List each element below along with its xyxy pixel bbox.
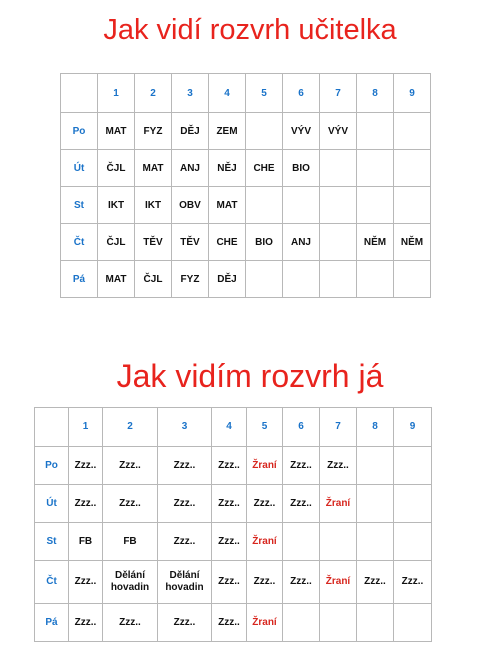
teacher-day-row xyxy=(61,224,431,261)
teacher-period-header: 4 xyxy=(209,74,246,113)
student-lesson-cell: Zzz.. xyxy=(158,523,212,561)
teacher-day-label: Čt xyxy=(61,224,98,261)
teacher-lesson-cell: NĚJ xyxy=(209,150,246,187)
student-lesson-cell xyxy=(394,447,432,485)
teacher-period-header: 8 xyxy=(357,74,394,113)
teacher-lesson-cell: NĚM xyxy=(357,224,394,261)
student-lesson-cell: Zzz.. xyxy=(212,561,247,604)
student-period-header: 3 xyxy=(158,408,212,447)
teacher-schedule-title: Jak vidí rozvrh učitelka xyxy=(103,14,397,46)
teacher-lesson-cell: OBV xyxy=(172,187,209,224)
student-lesson-cell xyxy=(357,523,394,561)
teacher-lesson-cell: TĚV xyxy=(135,224,172,261)
student-period-header: 6 xyxy=(283,408,320,447)
student-lesson-cell: Zzz.. xyxy=(69,485,103,523)
student-lesson-cell xyxy=(394,523,432,561)
teacher-day-row xyxy=(61,113,431,150)
student-day-row xyxy=(35,604,432,642)
teacher-lesson-cell: VÝV xyxy=(283,113,320,150)
teacher-period-header: 2 xyxy=(135,74,172,113)
teacher-lesson-cell xyxy=(394,113,431,150)
student-lesson-cell: Zzz.. xyxy=(103,604,158,642)
student-header-row xyxy=(35,408,432,447)
student-lesson-cell xyxy=(357,485,394,523)
teacher-period-header: 7 xyxy=(320,74,357,113)
student-lesson-cell: Zzz.. xyxy=(283,447,320,485)
student-lesson-cell: Zzz.. xyxy=(357,561,394,604)
student-lesson-cell: Žraní xyxy=(320,561,357,604)
teacher-lesson-cell xyxy=(320,261,357,298)
student-lesson-cell xyxy=(320,523,357,561)
teacher-lesson-cell: IKT xyxy=(98,187,135,224)
teacher-lesson-cell: MAT xyxy=(135,150,172,187)
student-schedule-title: Jak vidím rozvrh já xyxy=(116,358,384,394)
teacher-lesson-cell: FYZ xyxy=(172,261,209,298)
teacher-lesson-cell: ČJL xyxy=(98,224,135,261)
teacher-period-header: 1 xyxy=(98,74,135,113)
teacher-day-label: Pá xyxy=(61,261,98,298)
student-lesson-cell: Zzz.. xyxy=(283,561,320,604)
student-lesson-cell xyxy=(320,604,357,642)
student-lesson-cell: Zzz.. xyxy=(69,561,103,604)
student-lesson-cell xyxy=(394,604,432,642)
student-lesson-cell: FB xyxy=(69,523,103,561)
teacher-lesson-cell xyxy=(357,187,394,224)
teacher-header-row xyxy=(61,74,431,113)
student-lesson-cell: Zzz.. xyxy=(212,523,247,561)
teacher-lesson-cell: ČJL xyxy=(135,261,172,298)
teacher-lesson-cell xyxy=(283,187,320,224)
teacher-lesson-cell: CHE xyxy=(246,150,283,187)
student-day-label: Pá xyxy=(35,604,69,642)
student-lesson-cell: Dělání hovadin xyxy=(103,561,158,604)
teacher-day-row xyxy=(61,150,431,187)
student-lesson-cell: Žraní xyxy=(247,523,283,561)
student-lesson-cell: Zzz.. xyxy=(212,447,247,485)
teacher-lesson-cell xyxy=(320,150,357,187)
student-day-label: Út xyxy=(35,485,69,523)
teacher-period-header: 5 xyxy=(246,74,283,113)
teacher-lesson-cell xyxy=(246,187,283,224)
teacher-lesson-cell xyxy=(394,187,431,224)
student-day-label: Po xyxy=(35,447,69,485)
teacher-lesson-cell xyxy=(357,261,394,298)
teacher-lesson-cell: MAT xyxy=(98,113,135,150)
student-day-row xyxy=(35,485,432,523)
student-period-header: 9 xyxy=(394,408,432,447)
teacher-lesson-cell: ANJ xyxy=(172,150,209,187)
student-lesson-cell: Žraní xyxy=(247,447,283,485)
teacher-lesson-cell: MAT xyxy=(209,187,246,224)
teacher-day-label: Út xyxy=(61,150,98,187)
teacher-lesson-cell: BIO xyxy=(283,150,320,187)
teacher-lesson-cell: IKT xyxy=(135,187,172,224)
teacher-day-label: St xyxy=(61,187,98,224)
student-lesson-cell xyxy=(283,523,320,561)
student-lesson-cell xyxy=(357,447,394,485)
student-lesson-cell: Zzz.. xyxy=(158,485,212,523)
teacher-corner-cell xyxy=(61,74,98,113)
teacher-day-row xyxy=(61,187,431,224)
student-day-label: Čt xyxy=(35,561,69,604)
teacher-lesson-cell: NĚM xyxy=(394,224,431,261)
student-lesson-cell: Zzz.. xyxy=(394,561,432,604)
teacher-lesson-cell: DĚJ xyxy=(172,113,209,150)
student-period-header: 7 xyxy=(320,408,357,447)
student-lesson-cell: Zzz.. xyxy=(103,447,158,485)
teacher-period-header: 6 xyxy=(283,74,320,113)
student-day-row xyxy=(35,523,432,561)
student-period-header: 8 xyxy=(357,408,394,447)
student-period-header: 1 xyxy=(69,408,103,447)
student-lesson-cell: Dělání hovadin xyxy=(158,561,212,604)
student-lesson-cell xyxy=(394,485,432,523)
student-day-row xyxy=(35,447,432,485)
student-period-header: 2 xyxy=(103,408,158,447)
student-lesson-cell: Zzz.. xyxy=(69,604,103,642)
teacher-lesson-cell: FYZ xyxy=(135,113,172,150)
teacher-lesson-cell: CHE xyxy=(209,224,246,261)
student-day-label: St xyxy=(35,523,69,561)
teacher-lesson-cell xyxy=(283,261,320,298)
teacher-period-header: 3 xyxy=(172,74,209,113)
student-lesson-cell: Zzz.. xyxy=(247,485,283,523)
teacher-lesson-cell xyxy=(320,224,357,261)
student-lesson-cell: Zzz.. xyxy=(103,485,158,523)
student-lesson-cell: Zzz.. xyxy=(320,447,357,485)
student-schedule-table xyxy=(34,407,432,642)
teacher-lesson-cell xyxy=(394,150,431,187)
teacher-lesson-cell xyxy=(320,187,357,224)
student-lesson-cell: Zzz.. xyxy=(212,485,247,523)
teacher-lesson-cell: VÝV xyxy=(320,113,357,150)
teacher-day-row xyxy=(61,261,431,298)
teacher-lesson-cell: TĚV xyxy=(172,224,209,261)
student-lesson-cell: Zzz.. xyxy=(212,604,247,642)
teacher-lesson-cell xyxy=(394,261,431,298)
student-lesson-cell: FB xyxy=(103,523,158,561)
teacher-lesson-cell: MAT xyxy=(98,261,135,298)
student-lesson-cell: Zzz.. xyxy=(158,447,212,485)
student-corner-cell xyxy=(35,408,69,447)
student-lesson-cell: Zzz.. xyxy=(283,485,320,523)
student-lesson-cell: Zzz.. xyxy=(69,447,103,485)
student-lesson-cell: Žraní xyxy=(247,604,283,642)
teacher-schedule-table xyxy=(60,73,431,298)
teacher-lesson-cell xyxy=(246,261,283,298)
teacher-day-label: Po xyxy=(61,113,98,150)
teacher-lesson-cell: DĚJ xyxy=(209,261,246,298)
student-day-row xyxy=(35,561,432,604)
teacher-period-header: 9 xyxy=(394,74,431,113)
teacher-lesson-cell: ČJL xyxy=(98,150,135,187)
teacher-lesson-cell: ZEM xyxy=(209,113,246,150)
student-period-header: 4 xyxy=(212,408,247,447)
student-lesson-cell xyxy=(357,604,394,642)
student-lesson-cell xyxy=(283,604,320,642)
student-lesson-cell: Zzz.. xyxy=(247,561,283,604)
student-period-header: 5 xyxy=(247,408,283,447)
teacher-lesson-cell xyxy=(246,113,283,150)
teacher-lesson-cell xyxy=(357,150,394,187)
teacher-lesson-cell: BIO xyxy=(246,224,283,261)
teacher-lesson-cell: ANJ xyxy=(283,224,320,261)
student-lesson-cell: Zzz.. xyxy=(158,604,212,642)
student-lesson-cell: Žraní xyxy=(320,485,357,523)
teacher-lesson-cell xyxy=(357,113,394,150)
